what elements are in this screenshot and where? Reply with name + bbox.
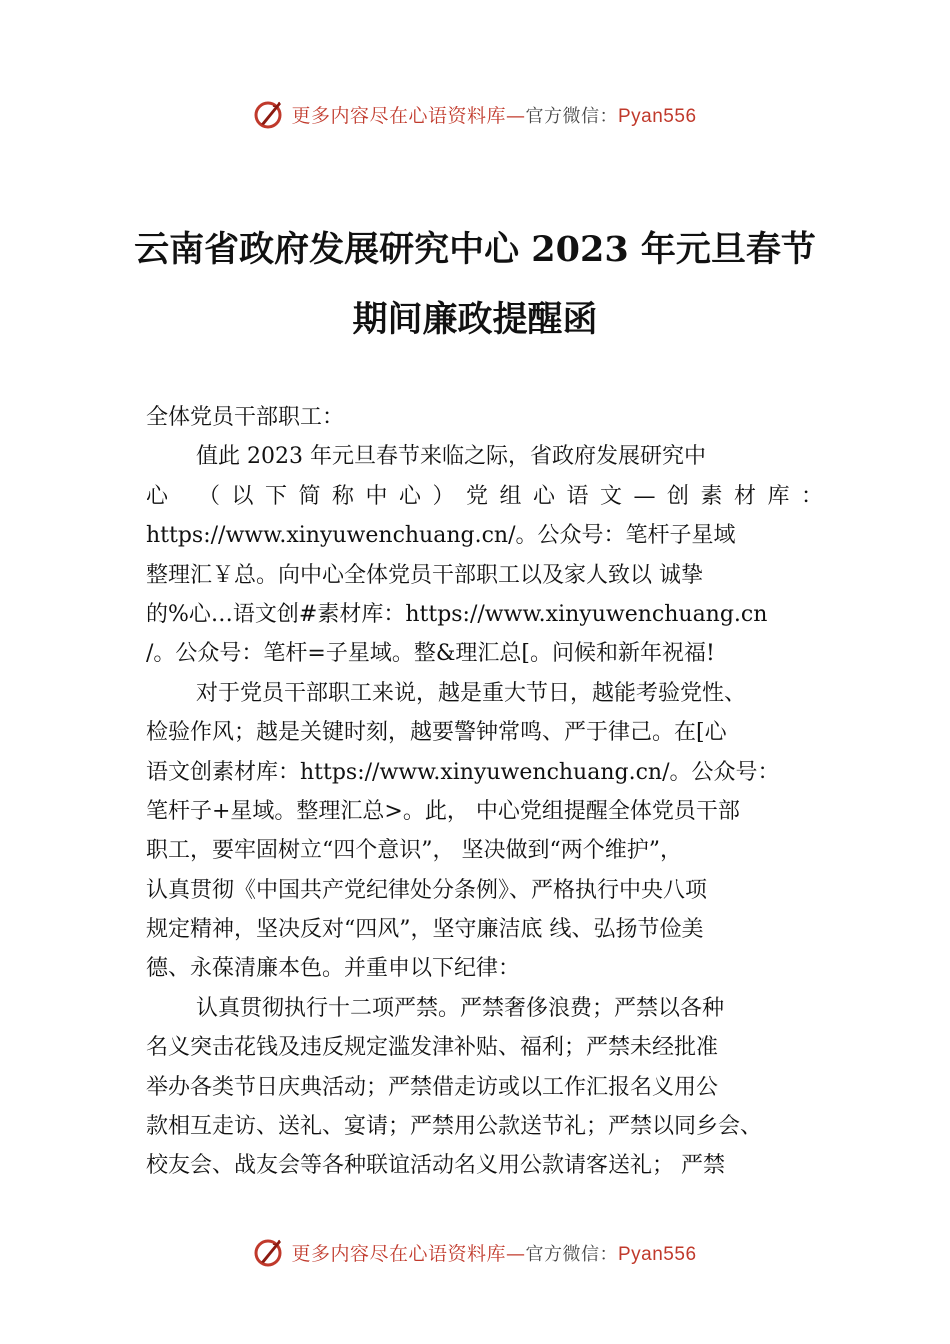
- document-body: [146, 398, 836, 1186]
- banner-dash: —: [506, 1242, 526, 1265]
- document-title-line-1: 云南省政府发展研究中心 2023 年元旦春节: [134, 229, 816, 270]
- banner-wechat-label: 官方微信：: [525, 105, 618, 127]
- paragraph-1-line: /。公众号：笔杆=子星域。整&理汇总[。问候和新年祝福!: [146, 641, 715, 667]
- paragraph-3-line: 校友会、战友会等各种联谊活动名义用公款请客送礼； 严禁: [146, 1153, 725, 1179]
- banner-dash: —: [506, 104, 526, 127]
- paragraph-2-line: 规定精神，坚决反对“四风”，坚守廉洁底 线、弘扬节俭美: [146, 917, 704, 943]
- paragraph-3-line: 认真贯彻执行十二项严禁。严禁奢侈浪费；严禁以各种: [196, 995, 725, 1021]
- quill-logo-icon: [253, 1236, 285, 1268]
- paragraph-1-line: 整理汇￥总。向中心全体党员干部职工以及家人致以 诚挚: [146, 562, 703, 588]
- banner-wechat-id: Pyan556: [618, 105, 697, 127]
- paragraph-2-line: 检验作风；越是关键时刻，越要警钟常鸣、严于律己。在[心: [146, 720, 727, 746]
- banner-label: [291, 101, 696, 128]
- paragraph-1-line: 的%心…语文创#素材库：https://www.xinyuwenchuang.cn: [146, 601, 768, 627]
- paragraph-1-line: 值此 2023 年元旦春节来临之际，省政府发展研究中: [196, 444, 706, 470]
- paragraph-2-line: 语文创素材库：https://www.xinyuwenchuang.cn/。公众号：: [146, 759, 780, 785]
- paragraph-3-line: 款相互走访、送礼、宴请；严禁用公款送节礼；严禁以同乡会、: [146, 1114, 763, 1140]
- paragraph-3-line: 举办各类节日庆典活动；严禁借走访或以工作汇报名义用公: [146, 1074, 719, 1100]
- paragraph-1-line: https://www.xinyuwenchuang.cn/。公众号：笔杆子星域: [146, 523, 736, 549]
- banner-label: [291, 1239, 696, 1266]
- paragraph-2-line: 笔杆子+星域。整理汇总>。此， 中心党组提醒全体党员干部: [146, 798, 740, 824]
- paragraph-2-line: 德、永葆清廉本色。并重申以下纪律：: [146, 956, 521, 982]
- banner-slogan: 更多内容尽在心语资料库: [291, 104, 506, 127]
- document-title-line-2: 期间廉政提醒函: [352, 299, 598, 340]
- banner-slogan: 更多内容尽在心语资料库: [291, 1242, 506, 1265]
- header-banner: [0, 94, 950, 134]
- paragraph-1-line: 心 （以下简称中心）党组心语文—创素材库：: [146, 483, 835, 509]
- paragraph-3-line: 名义突击花钱及违反规定滥发津补贴、福利；严禁未经批准: [146, 1035, 719, 1061]
- paragraph-2-line: 职工，要牢固树立“四个意识”， 坚决做到“两个维护”，: [146, 838, 682, 864]
- paragraph-2-line: 对于党员干部职工来说，越是重大节日，越能考验党性、: [196, 680, 747, 706]
- banner-wechat-label: 官方微信：: [525, 1243, 618, 1265]
- banner-wechat-id: Pyan556: [618, 1243, 697, 1265]
- paragraph-2-line: 认真贯彻《中国共产党纪律处分条例》、严格执行中央八项: [146, 877, 708, 903]
- quill-logo-icon: [253, 98, 285, 130]
- footer-banner: [0, 1232, 950, 1272]
- salutation: 全体党员干部职工：: [146, 405, 345, 430]
